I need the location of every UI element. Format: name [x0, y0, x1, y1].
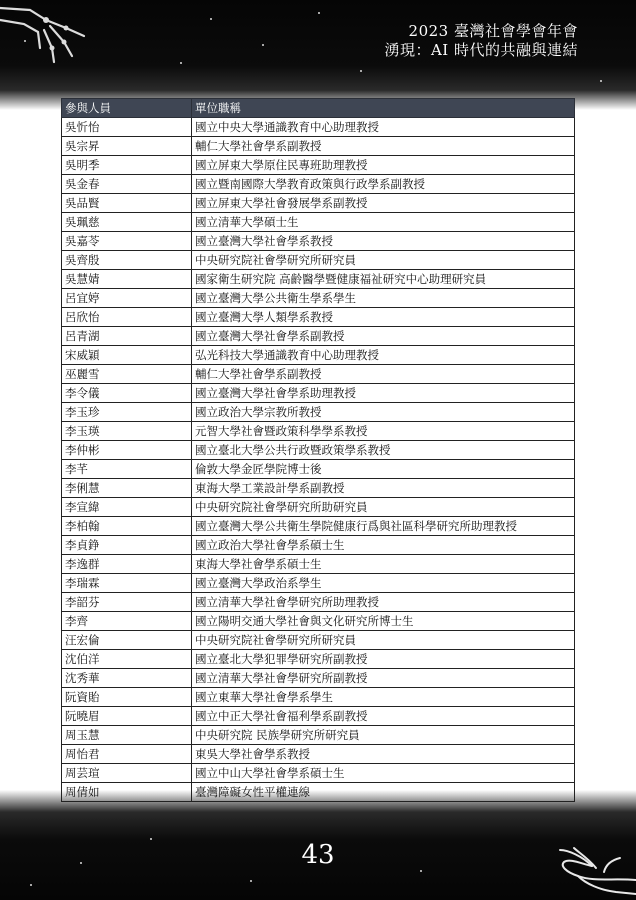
participant-name: 李齊: [62, 612, 192, 631]
participant-affiliation: 國立清華大學碩士生: [192, 213, 575, 232]
participant-name: 阮資貽: [62, 688, 192, 707]
participant-name: 李俐慧: [62, 479, 192, 498]
participant-name: 周玉慧: [62, 726, 192, 745]
participant-affiliation: 倫敦大學金匠學院博士後: [192, 460, 575, 479]
participant-affiliation: 國立中正大學社會福利學系副教授: [192, 707, 575, 726]
table-row: [62, 612, 575, 631]
participant-affiliation: 國立臺灣大學政治系學生: [192, 574, 575, 593]
participant-affiliation: 國家衛生研究院 高齡醫學暨健康福祉研究中心助理研究員: [192, 270, 575, 289]
header-title: 2023 臺灣社會學會年會: [408, 22, 578, 40]
participant-name: 李玉瑛: [62, 422, 192, 441]
header-subtitle: 湧現：AI 時代的共融與連結: [384, 41, 578, 59]
participant-affiliation: 國立清華大學社會學研究所副教授: [192, 669, 575, 688]
table-row: [62, 118, 575, 137]
table-row: [62, 156, 575, 175]
participant-affiliation: 國立臺灣大學人類學系教授: [192, 308, 575, 327]
participant-affiliation: 中央研究院社會學研究所研究員: [192, 251, 575, 270]
table-row: [62, 289, 575, 308]
participant-affiliation: 東海大學社會學系碩士生: [192, 555, 575, 574]
participant-affiliation: 國立清華大學社會學研究所助理教授: [192, 593, 575, 612]
participant-name: 吳明季: [62, 156, 192, 175]
participant-name: 巫麗雪: [62, 365, 192, 384]
column-header-participant: 參與人員: [62, 99, 192, 118]
participant-affiliation: 國立臺灣大學公共衛生學系學生: [192, 289, 575, 308]
table-row: [62, 365, 575, 384]
participant-affiliation: 國立臺灣大學社會學系副教授: [192, 327, 575, 346]
table-row: [62, 574, 575, 593]
participant-affiliation: 國立陽明交通大學社會與文化研究所博士生: [192, 612, 575, 631]
participant-name: 吳品賢: [62, 194, 192, 213]
participant-name: 李仲彬: [62, 441, 192, 460]
table-row: [62, 270, 575, 289]
table-row: [62, 631, 575, 650]
participant-affiliation: 東吳大學社會學系教授: [192, 745, 575, 764]
participant-name: 吳慧婧: [62, 270, 192, 289]
participant-affiliation: 國立臺北大學犯罪學研究所副教授: [192, 650, 575, 669]
participant-name: 李玉珍: [62, 403, 192, 422]
table-row: [62, 517, 575, 536]
table-row: [62, 498, 575, 517]
participant-affiliation: 國立臺灣大學社會學系教授: [192, 232, 575, 251]
participant-name: 吳宗昇: [62, 137, 192, 156]
star: [360, 70, 362, 72]
table-row: [62, 536, 575, 555]
table-row: [62, 213, 575, 232]
table-row: [62, 232, 575, 251]
participant-name: 李貞錚: [62, 536, 192, 555]
table-row: [62, 251, 575, 270]
table-body: [62, 118, 575, 802]
table-row: [62, 555, 575, 574]
participant-name: 吳金春: [62, 175, 192, 194]
star: [180, 62, 182, 64]
participant-name: 李宣緯: [62, 498, 192, 517]
participant-name: 周怡君: [62, 745, 192, 764]
participant-name: 吳忻怡: [62, 118, 192, 137]
participant-name: 李韶芬: [62, 593, 192, 612]
participant-name: 汪宏倫: [62, 631, 192, 650]
table-row: [62, 327, 575, 346]
star: [420, 870, 422, 872]
star: [30, 884, 32, 886]
participant-affiliation: 中央研究院社會學研究所研究員: [192, 631, 575, 650]
star: [600, 80, 602, 82]
participant-affiliation: 國立政治大學社會學系碩士生: [192, 536, 575, 555]
star: [262, 44, 264, 46]
participant-name: 沈伯洋: [62, 650, 192, 669]
participant-affiliation: 弘光科技大學通識教育中心助理教授: [192, 346, 575, 365]
table-row: [62, 346, 575, 365]
robot-hand-illustration: [0, 0, 150, 80]
participant-name: 吳珮慈: [62, 213, 192, 232]
participant-name: 李柏翰: [62, 517, 192, 536]
participant-affiliation: 元智大學社會暨政策科學學系教授: [192, 422, 575, 441]
participant-name: 李逸群: [62, 555, 192, 574]
participant-name: 李瑞霖: [62, 574, 192, 593]
table-row: [62, 384, 575, 403]
participant-name: 吳嘉苓: [62, 232, 192, 251]
table-row: [62, 764, 575, 783]
table-row: [62, 688, 575, 707]
participant-affiliation: 國立臺灣大學公共衛生學院健康行爲與社區科學研究所助理教授: [192, 517, 575, 536]
document-header: [384, 22, 578, 60]
star: [210, 18, 212, 20]
participant-name: 阮曉眉: [62, 707, 192, 726]
participant-affiliation: 國立東華大學社會學系學生: [192, 688, 575, 707]
table-row: [62, 403, 575, 422]
participant-name: 周倩如: [62, 783, 192, 802]
participant-affiliation: 輔仁大學社會學系副教授: [192, 365, 575, 384]
table-row: [62, 669, 575, 688]
participant-affiliation: 中央研究院 民族學研究所研究員: [192, 726, 575, 745]
participant-affiliation: 國立臺北大學公共行政暨政策學系教授: [192, 441, 575, 460]
participant-affiliation: 臺灣障礙女性平權連線: [192, 783, 575, 802]
table-row: [62, 422, 575, 441]
table-row: [62, 726, 575, 745]
participants-table: [61, 98, 575, 802]
table-row: [62, 783, 575, 802]
participant-affiliation: 國立臺灣大學社會學系助理教授: [192, 384, 575, 403]
participant-affiliation: 東海大學工業設計學系副教授: [192, 479, 575, 498]
table-row: [62, 707, 575, 726]
participant-affiliation: 輔仁大學社會學系副教授: [192, 137, 575, 156]
table-row: [62, 441, 575, 460]
table-row: [62, 593, 575, 612]
page-number: 43: [301, 840, 335, 870]
participant-affiliation: 國立中央大學通識教育中心助理教授: [192, 118, 575, 137]
table-row: [62, 308, 575, 327]
participant-name: 吳齊殷: [62, 251, 192, 270]
participant-affiliation: 國立屏東大學社會發展學系副教授: [192, 194, 575, 213]
table-row: [62, 175, 575, 194]
participant-affiliation: 國立中山大學社會學系碩士生: [192, 764, 575, 783]
table-header-row: [62, 99, 575, 118]
participant-affiliation: 國立政治大學宗教所教授: [192, 403, 575, 422]
participant-name: 呂欣怡: [62, 308, 192, 327]
participant-affiliation: 國立暨南國際大學教育政策與行政學系副教授: [192, 175, 575, 194]
table-row: [62, 460, 575, 479]
participant-name: 沈秀華: [62, 669, 192, 688]
participant-name: 呂宜婷: [62, 289, 192, 308]
participant-name: 周芸瑄: [62, 764, 192, 783]
star: [250, 880, 252, 882]
participant-name: 李芊: [62, 460, 192, 479]
participant-name: 呂青湖: [62, 327, 192, 346]
table-row: [62, 194, 575, 213]
participant-name: 宋威穎: [62, 346, 192, 365]
table-row: [62, 745, 575, 764]
table-row: [62, 650, 575, 669]
table-row: [62, 137, 575, 156]
table-row: [62, 479, 575, 498]
participant-affiliation: 中央研究院社會學研究所助研究員: [192, 498, 575, 517]
participant-affiliation: 國立屏東大學原住民專班助理教授: [192, 156, 575, 175]
column-header-affiliation: 單位職稱: [192, 99, 575, 118]
star: [318, 12, 320, 14]
participant-name: 李令儀: [62, 384, 192, 403]
